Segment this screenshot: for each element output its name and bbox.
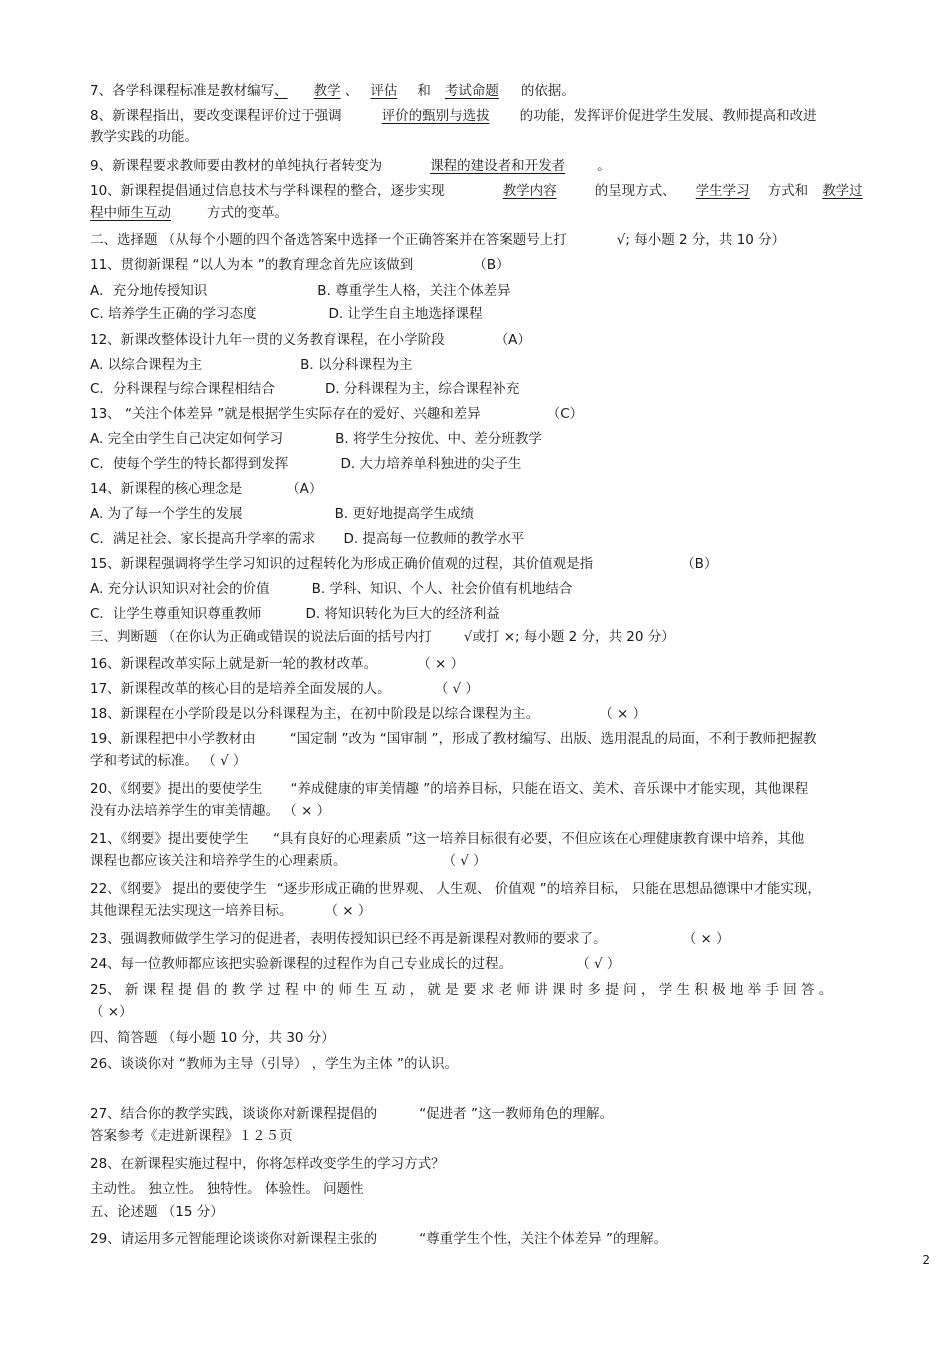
text-segment: 和	[417, 83, 431, 99]
text-segment: C．分科课程与综合课程相结合	[90, 381, 275, 397]
text-segment: 的功能，发挥评价促进学生发展、教师提高和改进	[519, 108, 817, 124]
text-segment: 29、请运用多元智能理论谈谈你对新课程主张的	[90, 1231, 378, 1247]
text-line	[90, 555, 717, 573]
text-line	[90, 204, 288, 222]
text-line	[90, 82, 575, 100]
text-line	[90, 752, 246, 770]
text-segment: “逐步形成正确的世界观、 人生观、 价值观 ”的培养目标， 只能在思想品德课中才能实现，	[276, 881, 821, 897]
underlined-answer: 教学	[313, 83, 341, 99]
text-segment: （ × ）	[599, 706, 647, 722]
underlined-answer: 学生学习	[695, 183, 750, 199]
text-segment: √或打 ×; 每小题 2 分，共 20 分）	[463, 629, 675, 645]
text-segment: C．使每个学生的特长都得到发挥	[90, 456, 289, 472]
text-segment: 21、《纲要》提出要使学生	[90, 831, 249, 847]
text-segment: 22、《纲要》 提出的要使学生	[90, 881, 267, 897]
text-segment: （B）	[473, 257, 510, 273]
text-line	[90, 1055, 458, 1073]
text-line	[90, 628, 675, 646]
text-line	[90, 480, 322, 498]
text-segment: 教学实践的功能。	[90, 129, 198, 145]
text-segment: 。	[597, 158, 611, 174]
text-segment: 23、强调教师做学生学习的促进者，表明传授知识已经不再是新课程对教师的要求了。	[90, 931, 607, 947]
text-segment: B. 更好地提高学生成绩	[334, 506, 474, 522]
underlined-answer: 考试命题	[444, 83, 499, 99]
text-line	[90, 981, 832, 999]
text-segment: 方式的变革。	[207, 205, 288, 221]
text-line	[90, 256, 510, 274]
text-line	[90, 505, 474, 523]
text-segment: B. 将学生分按优、中、差分班教学	[335, 431, 542, 447]
text-segment: 、	[340, 83, 359, 99]
text-line	[90, 331, 531, 349]
text-line	[90, 157, 611, 175]
text-segment: （ √ ）	[576, 956, 621, 972]
text-line	[90, 1230, 667, 1248]
text-segment: C. 培养学生正确的学习态度	[90, 306, 257, 322]
text-line	[90, 380, 519, 398]
underlined-answer: 评价的甄别与选拔	[381, 108, 490, 124]
text-segment: D. 分科课程为主，综合课程补充	[324, 381, 520, 397]
text-segment: C．让学生尊重知识尊重教师	[90, 606, 262, 622]
text-segment: 27、结合你的教学实践，谈谈你对新课程提倡的	[90, 1106, 378, 1122]
text-segment: 答案参考《走进新课程》１２５页	[90, 1128, 293, 1144]
text-segment: （ √ ）	[442, 853, 487, 869]
underlined-answer: 教学内容	[502, 183, 557, 199]
text-segment: 其他课程无法实现这一培养目标。	[90, 903, 293, 919]
page-number: 2	[922, 1253, 930, 1267]
underlined-answer: 程中师生互动	[90, 205, 171, 221]
text-segment: “养成健康的审美情趣 ”的培养目标，只能在语文、美术、音乐课中才能实现，其他课程	[290, 781, 809, 797]
text-segment: 二、选择题 （从每个小题的四个备选答案中选择一个正确答案并在答案题号上打	[90, 232, 567, 248]
text-line	[90, 605, 500, 623]
text-segment: （ × ）	[682, 931, 730, 947]
text-segment: （C）	[546, 406, 584, 422]
text-segment: 28、在新课程实施过程中，你将怎样改变学生的学习方式？	[90, 1156, 445, 1172]
text-segment: A. 为了每一个学生的发展	[90, 506, 243, 522]
text-segment: 主动性。 独立性。 独特性。 体验性。 问题性	[90, 1181, 364, 1197]
text-segment: 8、新课程指出，要改变课程评价过于强调	[90, 108, 342, 124]
text-segment: 没有办法培养学生的审美情趣。 （ × ）	[90, 803, 331, 819]
text-segment: D. 大力培养单科独进的尖子生	[340, 456, 522, 472]
text-segment: 26、谈谈你对 “教师为主导（引导） ，学生为主体 ”的认识。	[90, 1056, 459, 1072]
text-segment: B. 尊重学生人格，关注个体差异	[317, 283, 511, 299]
text-segment: D. 将知识转化为巨大的经济利益	[305, 606, 500, 622]
text-segment: 10、新课程提倡通过信息技术与学科课程的整合，逐步实现	[90, 183, 445, 199]
text-segment: “具有良好的心理素质 ”这一培养目标很有必要，不但应该在心理健康教育课中培养，其他	[272, 831, 805, 847]
text-line	[90, 580, 572, 598]
text-segment: 方式和	[767, 183, 809, 199]
text-segment: D. 让学生自主地选择课程	[328, 306, 483, 322]
text-segment: 12、新课改整体设计九年一贯的义务教育课程，在小学阶段	[90, 332, 445, 348]
text-line	[90, 655, 464, 673]
text-segment: （ × ）	[417, 656, 465, 672]
text-line	[90, 902, 371, 920]
text-segment: 25、 新 课 程 提 倡 的 教 学 过 程 中 的 师 生 互 动 ， 就 是 要 求 老 师 讲 课 时 多 提 问 ， 学 生 积 极 地 举 手 回 答 。	[90, 982, 833, 998]
text-segment: 9、新课程要求教师要由教材的单纯执行者转变为	[90, 158, 383, 174]
text-line	[90, 730, 817, 748]
text-line	[90, 1105, 613, 1123]
underlined-answer: 课程的建设者和开发者	[430, 158, 566, 174]
text-segment: （A）	[286, 481, 323, 497]
text-line	[90, 852, 487, 870]
text-line	[90, 107, 817, 125]
text-segment: 16、新课程改革实际上就是新一轮的教材改革。	[90, 656, 378, 672]
text-segment: 24、每一位教师都应该把实验新课程的过程作为自己专业成长的过程。	[90, 956, 513, 972]
text-segment: 三、判断题 （在你认为正确或错误的说法后面的括号内打	[90, 629, 432, 645]
text-segment: 19、新课程把中小学教材由	[90, 731, 256, 747]
text-segment: 15、新课程强调将学生学习知识的过程转化为形成正确价值观的过程，其价值观是指	[90, 556, 594, 572]
text-segment: 18、新课程在小学阶段是以分科课程为主，在初中阶段是以综合课程为主。	[90, 706, 540, 722]
text-line	[90, 880, 821, 898]
text-line	[90, 780, 808, 798]
text-segment: 7、各学科课程标准是教材编写	[90, 83, 275, 99]
text-line	[90, 430, 542, 448]
text-segment: 20、《纲要》提出的要使学生	[90, 781, 263, 797]
text-segment: 的依据。	[520, 83, 575, 99]
text-segment: √; 每小题 2 分，共 10 分）	[616, 232, 786, 248]
text-segment: B. 学科、知识、个人、社会价值有机地结合	[311, 581, 573, 597]
text-line	[90, 705, 646, 723]
text-line	[90, 802, 330, 820]
text-segment: A. 以综合课程为主	[90, 357, 203, 373]
text-line	[90, 231, 785, 249]
text-segment: （ √ ）	[434, 681, 479, 697]
text-segment: B. 以分科课程为主	[300, 357, 413, 373]
text-line	[90, 128, 198, 146]
text-line	[90, 1003, 133, 1021]
text-line	[90, 830, 804, 848]
text-segment: 的呈现方式、	[594, 183, 676, 199]
text-segment: 四、简答题 （每小题 10 分，共 30 分）	[90, 1030, 335, 1046]
text-segment: 五、论述题 （15 分）	[90, 1204, 224, 1220]
text-line	[90, 356, 412, 374]
text-segment: （ ×）	[90, 1004, 133, 1020]
text-segment: C．满足社会、家长提高升学率的需求	[90, 531, 316, 547]
text-segment: 课程也都应该关注和培养学生的心理素质。	[90, 853, 347, 869]
text-line	[90, 282, 511, 300]
text-line	[90, 955, 620, 973]
text-line	[90, 1180, 364, 1198]
text-segment: （B）	[681, 556, 718, 572]
text-line	[90, 1029, 335, 1047]
text-segment: “促进者 ”这一教师角色的理解。	[419, 1106, 613, 1122]
text-line	[90, 182, 863, 200]
text-line	[90, 1203, 224, 1221]
text-segment: 13、 “关注个体差异 ”就是根据学生实际存在的爱好、兴趣和差异	[90, 406, 481, 422]
underlined-answer: 、	[274, 83, 288, 99]
text-segment: “国定制 ”改为 “国审制 ”，形成了教材编写、出版、选用混乱的局面，不利于教师把握教	[289, 731, 817, 747]
text-line	[90, 455, 521, 473]
text-segment: A．充分地传授知识	[90, 283, 208, 299]
text-segment: 11、贯彻新课程 “以人为本 ”的教育理念首先应该做到	[90, 257, 414, 273]
text-line	[90, 305, 483, 323]
text-segment: “尊重学生个性，关注个体差异 ”的理解。	[419, 1231, 667, 1247]
text-segment: A. 充分认识知识对社会的价值	[90, 581, 270, 597]
underlined-answer: 教学过	[822, 183, 863, 199]
text-segment: A. 完全由学生自己决定如何学习	[90, 431, 284, 447]
text-segment: （ × ）	[324, 903, 372, 919]
text-line	[90, 405, 583, 423]
text-line	[90, 1127, 293, 1145]
text-segment: 学和考试的标准。 （ √ ）	[90, 753, 247, 769]
text-segment: D. 提高每一位教师的教学水平	[343, 531, 525, 547]
text-line	[90, 1155, 445, 1173]
text-segment: （A）	[494, 332, 531, 348]
text-line	[90, 530, 524, 548]
text-segment: 14、新课程的核心理念是	[90, 481, 243, 497]
underlined-answer: 评估	[370, 83, 398, 99]
text-segment: 17、新课程改革的核心目的是培养全面发展的人。	[90, 681, 391, 697]
text-line	[90, 680, 479, 698]
text-line	[90, 930, 730, 948]
